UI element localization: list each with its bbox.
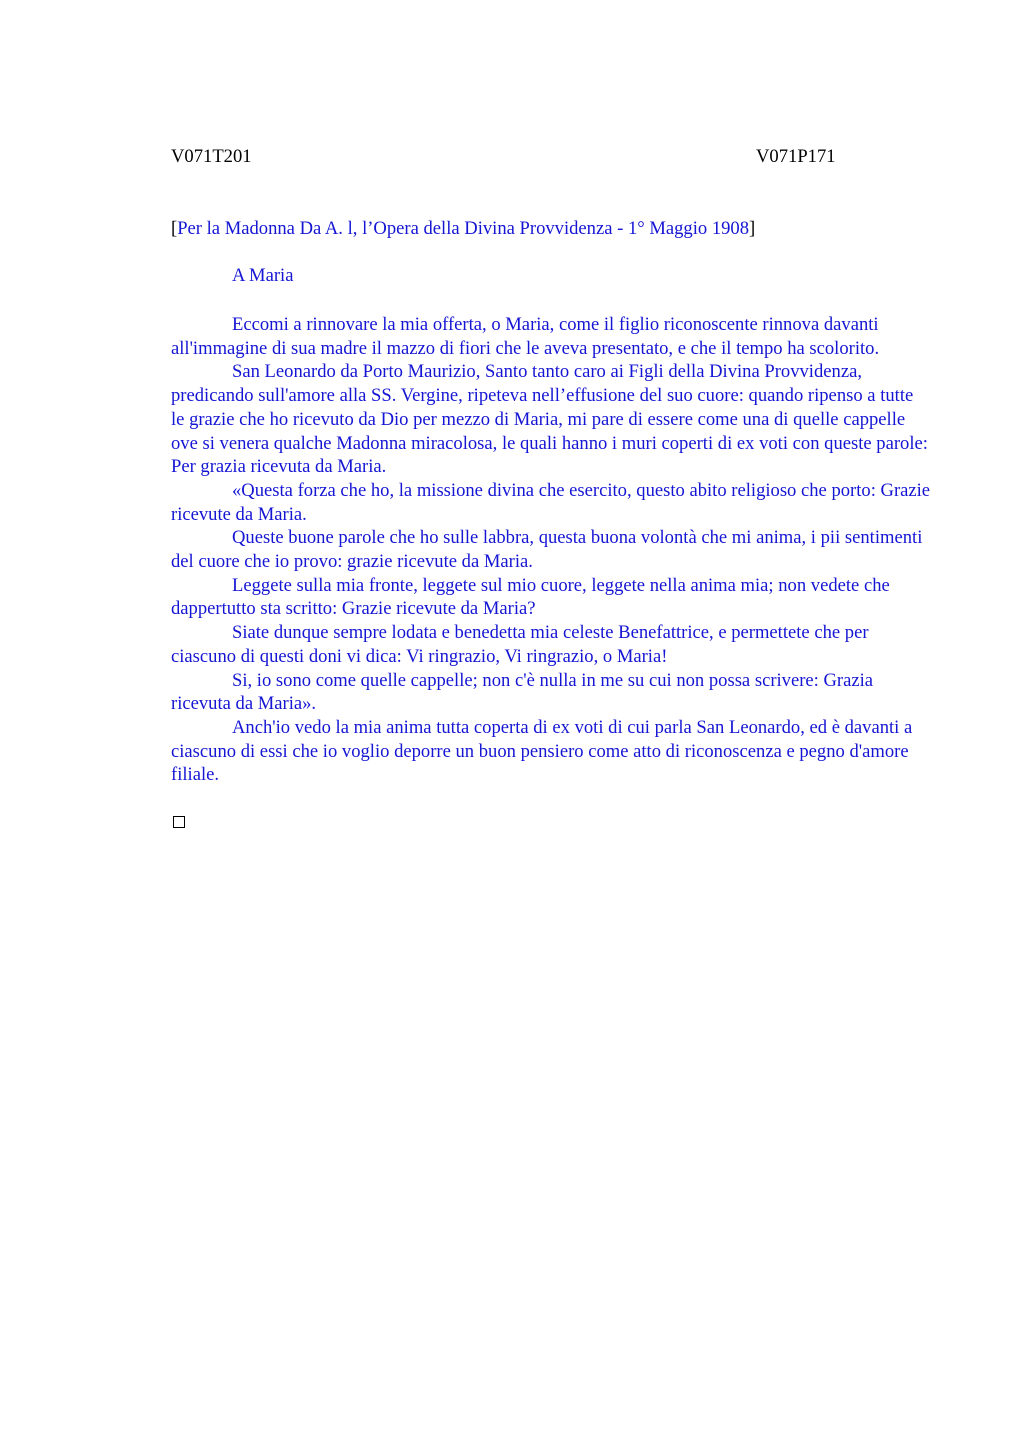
body-text: [171, 313, 931, 787]
page-header: [171, 145, 931, 171]
paragraph: San Leonardo da Porto Maurizio, Santo tanto caro ai Figli della Divina Provvidenza, predicando sull'amore alla SS. Vergine, ripeteva nell’effusione del suo cuore: quando ripenso a tutte le grazie che ho ricevuto da Dio per mezzo di Maria, mi pare di essere come una di quelle cappelle ove si venera qualche Madonna miracolosa, le quali hanno i muri coperti di ex voti con queste parole: Per grazia ricevuta da Maria.: [171, 361, 928, 478]
document-page: [171, 145, 931, 786]
paragraph: Anch'io vedo la mia anima tutta coperta di ex voti di cui parla San Leonardo, ed è davanti a ciascuno di essi che io voglio deporre un buon pensiero come atto di riconoscenza e pegno d'amore filiale.: [171, 716, 913, 786]
document-code-right: V071P171: [756, 146, 836, 167]
paragraph: Leggete sulla mia fronte, leggete sul mio cuore, leggete nella anima mia; non vedete che dappertutto sta scritto: Grazie ricevute da Maria?: [171, 574, 890, 620]
paragraph: Queste buone parole che ho sulle labbra, questa buona volontà che mi anima, i pii sentimenti del cuore che io provo: grazie ricevute da Maria.: [171, 527, 923, 573]
document-title: [171, 217, 755, 241]
title-text: Per la Madonna Da A. l, l’Opera della Divina Provvidenza - 1° Maggio 1908: [177, 218, 750, 239]
paragraph: Eccomi a rinnovare la mia offerta, o Maria, come il figlio riconoscente rinnova davanti all'immagine di sua madre il mazzo di fiori che le aveva presentato, e che il tempo ha scolorito.: [171, 314, 880, 359]
title-close-bracket: ]: [749, 218, 756, 239]
document-code-left: V071T201: [171, 146, 252, 167]
paragraph: Si, io sono come quelle cappelle; non c'è nulla in me su cui non possa scrivere: Grazia ricevuta da Maria».: [171, 669, 874, 715]
title-open-bracket: [: [171, 218, 178, 239]
paragraph: «Questa forza che ho, la missione divina che esercito, questo abito religioso che porto: Grazie ricevute da Maria.: [171, 479, 931, 525]
salutation: A Maria: [232, 265, 294, 286]
paragraph: Siate dunque sempre lodata e benedetta mia celeste Benefattrice, e permettete che per ciascuno di questi doni vi dica: Vi ringrazio, Vi ringrazio, o Maria!: [171, 622, 869, 667]
end-of-text-box-icon: [173, 816, 185, 828]
